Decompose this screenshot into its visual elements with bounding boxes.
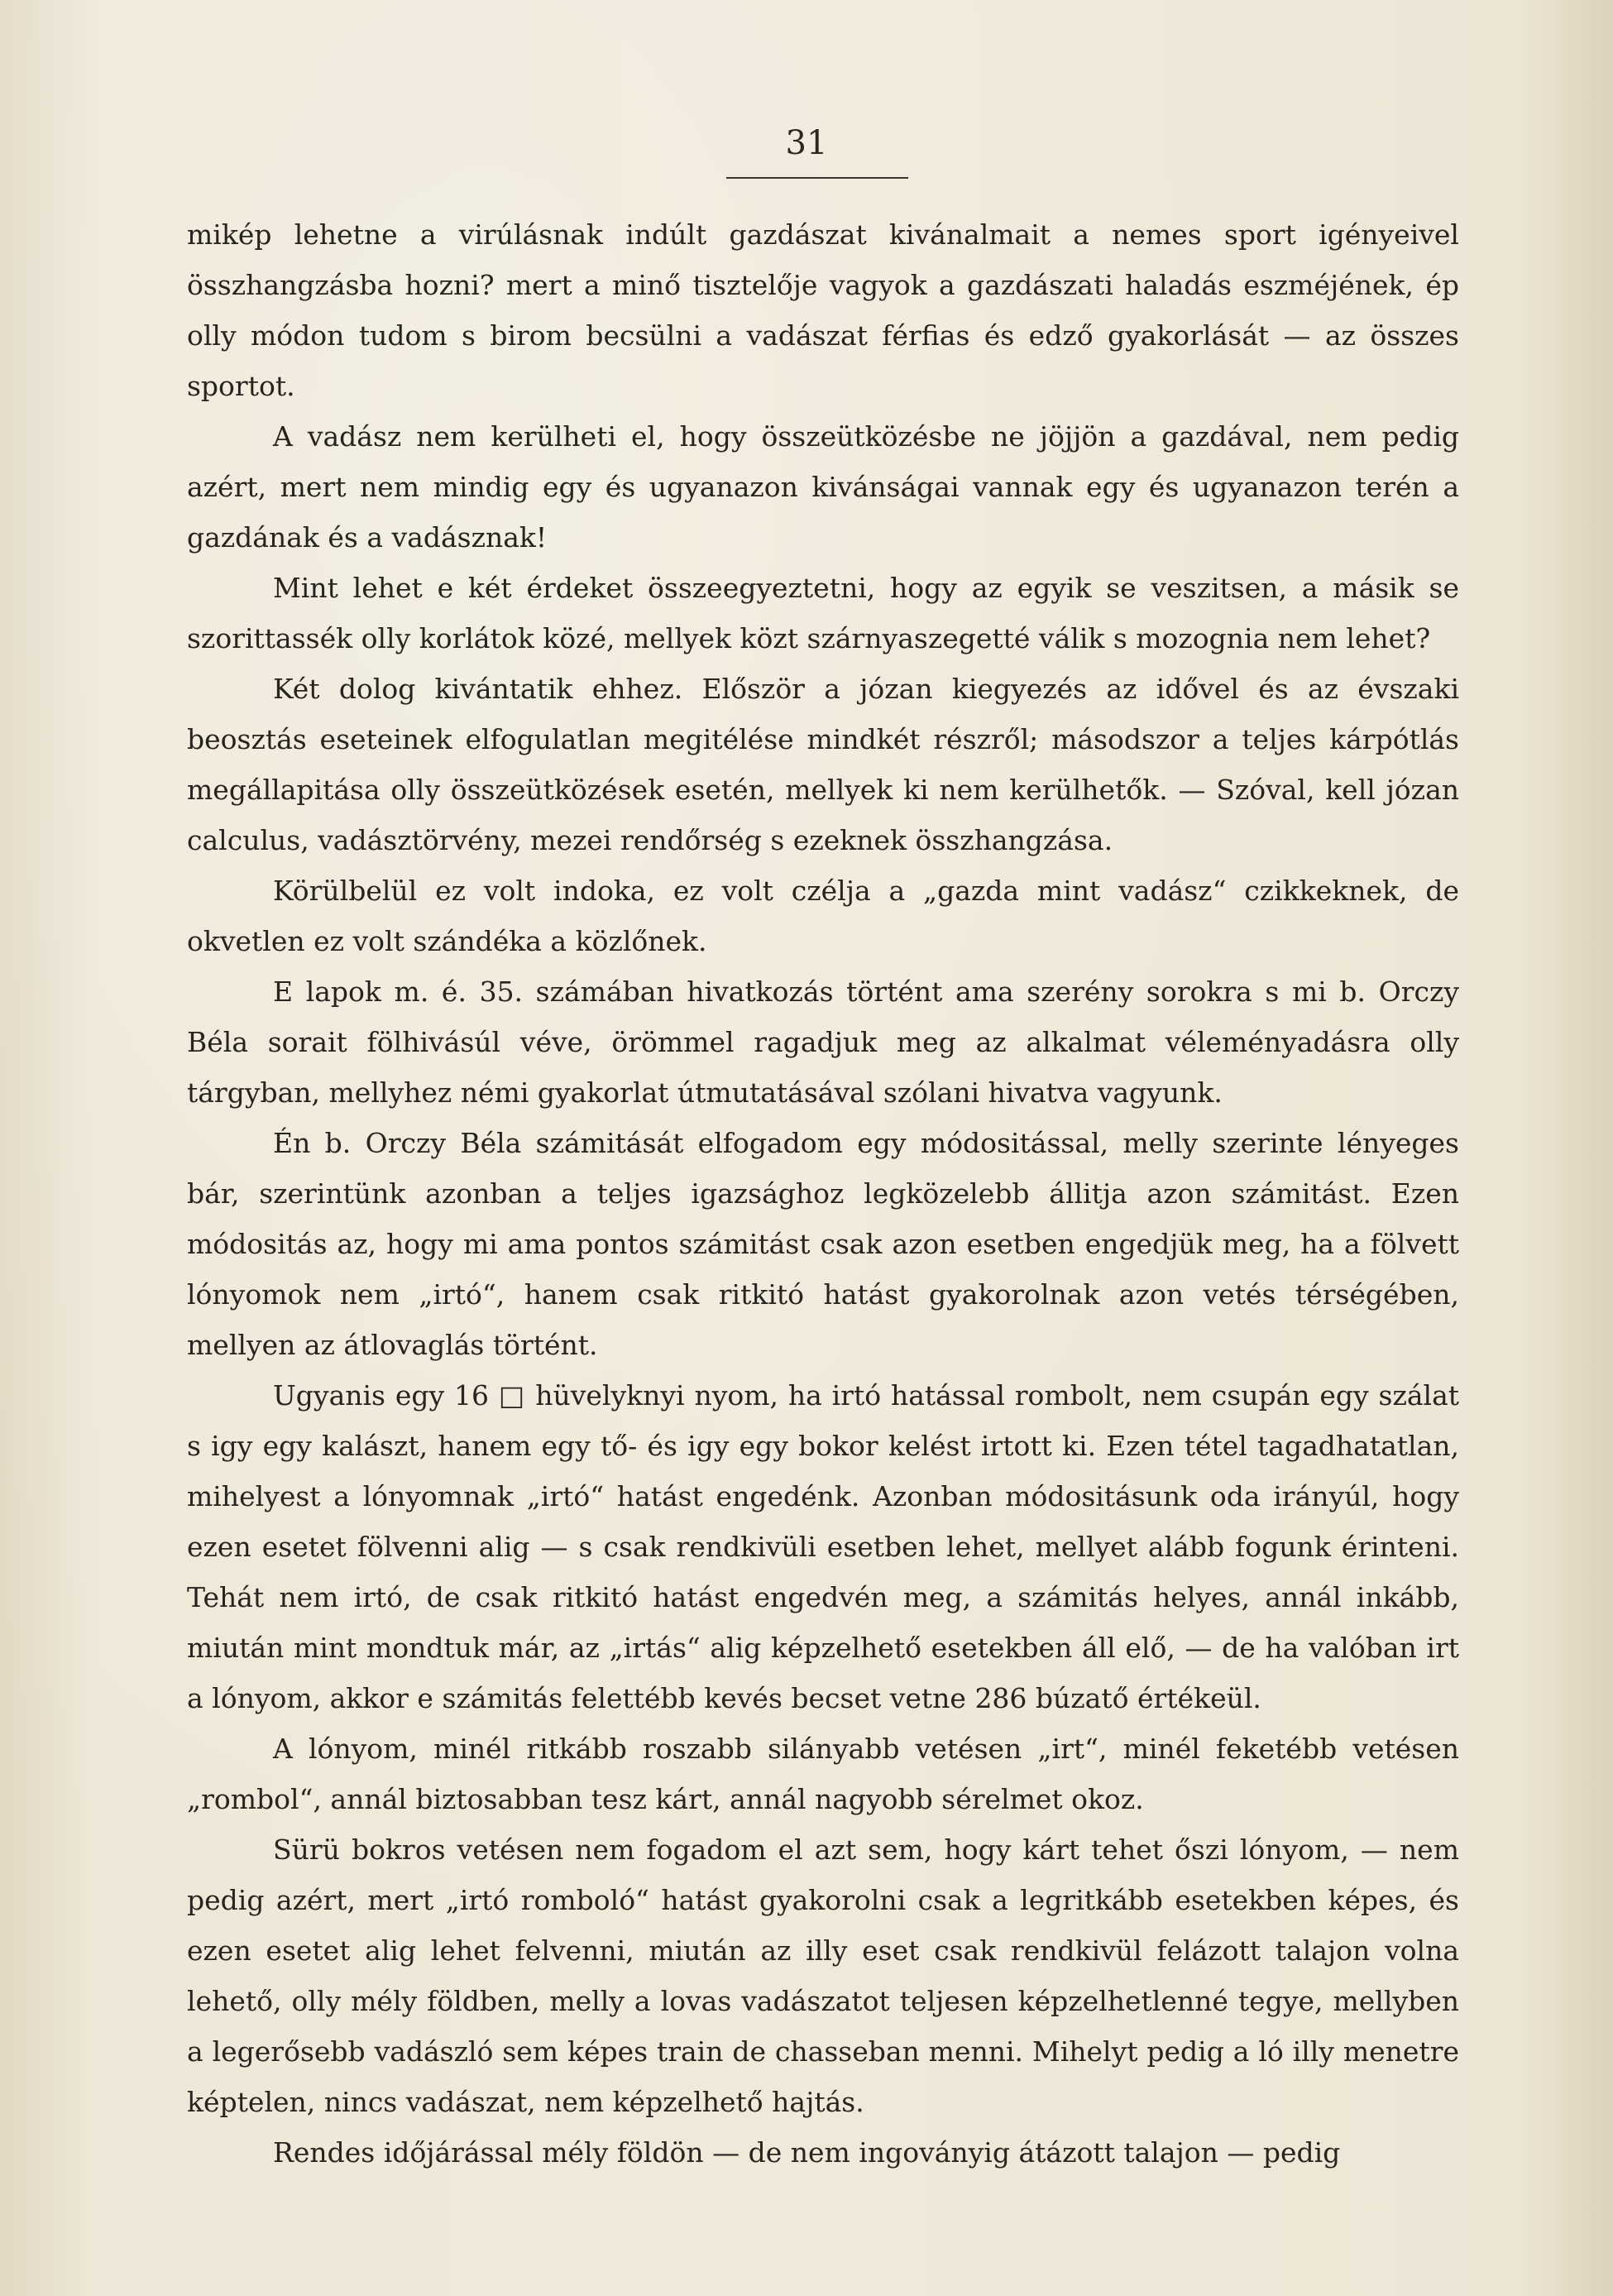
paragraph: A lónyom, minél ritkább roszabb silányabb vetésen „irt“, minél feketébb vetésen „rombol“, annál biztosabban tesz kárt, annál nagyobb sérelmet okoz.: [187, 1733, 1459, 1815]
paragraph: E lapok m. é. 35. számában hivatkozás történt ama szerény sorokra s mi b. Orczy Béla sorait fölhivásúl véve, örömmel ragadjuk meg az alkalmat véleményadásra olly tárgyban, mellyhez némi gyakorlat útmutatásával szólani hivatva vagyunk.: [187, 975, 1459, 1109]
paragraph: A vadász nem kerülheti el, hogy összeütközésbe ne jöjjön a gazdával, nem pedig azért, mert nem mindig egy és ugyanazon kivánságai vannak egy és ugyanazon terén a gazdának és a vadásznak!: [187, 420, 1459, 554]
page-number: 31: [785, 124, 828, 162]
paragraph: Rendes időjárással mély földön — de nem ingoványig átázott talajon — pedig: [273, 2136, 1341, 2169]
paragraph: mikép lehetne a virúlásnak indúlt gazdászat kivánalmait a nemes sport igényeivel összhangzásba hozni? mert a minő tisztelője vagyok a gazdászati haladás eszméjének, ép olly módon tudom s birom becsülni a vadászat férfias és edző gyakorlását — az összes sportot.: [187, 218, 1459, 402]
paragraph: Ugyanis egy 16 □ hüvelyknyi nyom, ha irtó hatással rombolt, nem csupán egy szálat s igy egy kalászt, hanem egy tő- és igy egy bokor kelést irtott ki. Ezen tétel tagadhatatlan, mihelyest a lónyomnak „irtó“ hatást engedénk. Azonban módositásunk oda irányúl, hogy ezen esetet fölvenni alig — s csak rendkivüli esetben lehet, mellyet alább fogunk érinteni. Tehát nem irtó, de csak ritkitó hatást engedvén meg, a számitás helyes, annál inkább, miután mint mondtuk már, az „irtás“ alig képzelhető esetekben áll elő, — de ha valóban irt a lónyom, akkor e számitás felettébb kevés becset vetne 286 búzatő értékeül.: [187, 1379, 1459, 1714]
paragraph: Két dolog kivántatik ehhez. Először a józan kiegyezés az idővel és az évszaki beosztás eseteinek elfogulatlan megitélése mindkét részről; másodszor a teljes kárpótlás megállapitása olly összeütközések esetén, mellyek ki nem kerülhetők. — Szóval, kell józan calculus, vadásztörvény, mezei rendőrség s ezeknek összhangzása.: [187, 673, 1459, 856]
paragraph: Körülbelül ez volt indoka, ez volt czélja a „gazda mint vadász“ czikkeknek, de okvetlen ez volt szándéka a közlőnek.: [187, 875, 1459, 957]
body-text: [187, 209, 1459, 2178]
paragraph: Én b. Orczy Béla számitását elfogadom egy módositással, melly szerinte lényeges bár, szerintünk azonban a teljes igazsághoz legközelebb állitja azon számitást. Ezen módositás az, hogy mi ama pontos számitást csak azon esetben engedjük meg, ha a fölvett lónyomok nem „irtó“, hanem csak ritkitó hatást gyakorolnak azon vetés térségében, mellyen az átlovaglás történt.: [187, 1127, 1459, 1361]
page-number-rule: [726, 177, 908, 179]
paragraph: Mint lehet e két érdeket összeegyeztetni, hogy az egyik se veszitsen, a másik se szorittassék olly korlátok közé, mellyek közt szárnyaszegetté válik s mozognia nem lehet?: [187, 572, 1459, 654]
paragraph: Sürü bokros vetésen nem fogadom el azt sem, hogy kárt tehet őszi lónyom, — nem pedig azért, mert „irtó romboló“ hatást gyakorolni csak a legritkább esetekben képes, és ezen esetet alig lehet felvenni, miután az illy eset csak rendkivül felázott talajon volna lehető, olly mély földben, melly a lovas vadászatot teljesen képzelhetlenné tegye, mellyben a legerősebb vadászló sem képes train de chasseban menni. Mihelyt pedig a ló illy menetre képtelen, nincs vadászat, nem képzelhető hajtás.: [187, 1833, 1459, 2118]
